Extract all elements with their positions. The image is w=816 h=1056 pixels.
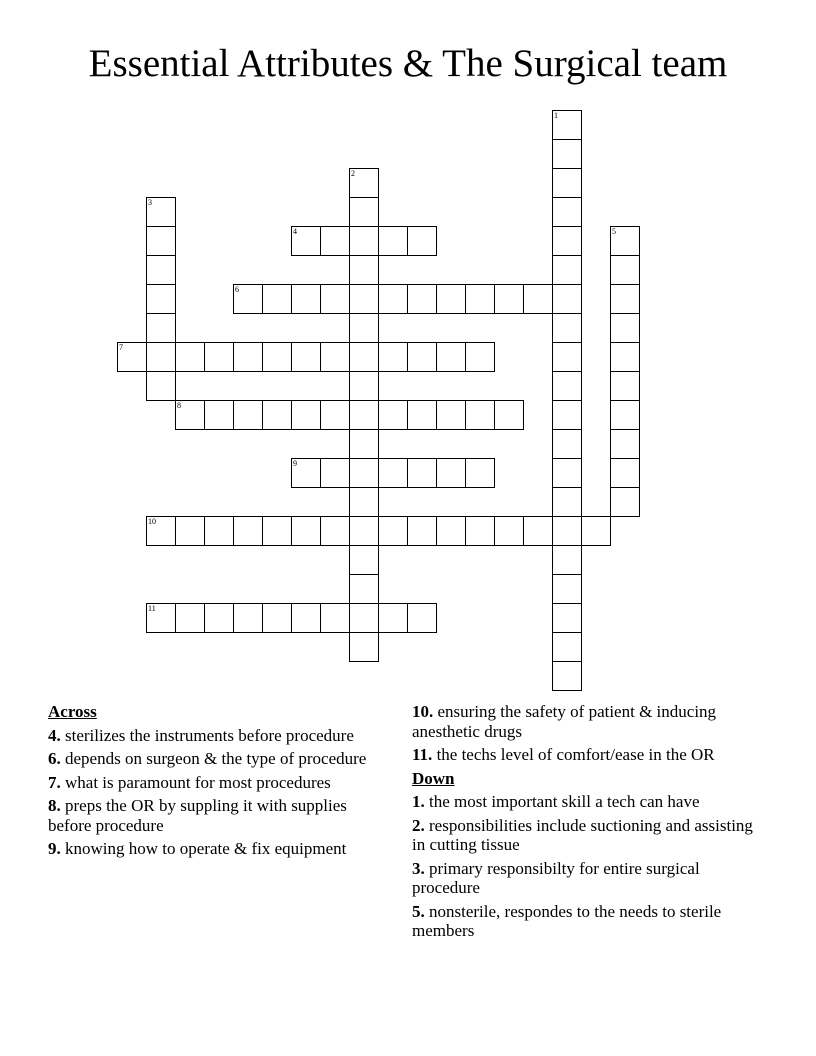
- grid-cell[interactable]: [349, 197, 379, 227]
- cell-number: 10: [148, 517, 156, 526]
- grid-cell[interactable]: [552, 458, 582, 488]
- grid-cell[interactable]: [233, 516, 263, 546]
- grid-cell[interactable]: [349, 603, 379, 633]
- grid-cell[interactable]: [349, 284, 379, 314]
- grid-cell[interactable]: [465, 284, 495, 314]
- grid-cell[interactable]: [320, 516, 350, 546]
- grid-cell[interactable]: [552, 342, 582, 372]
- clue-number: 2.: [412, 815, 425, 835]
- grid-cell[interactable]: [291, 516, 321, 546]
- grid-cell[interactable]: [146, 284, 176, 314]
- grid-cell[interactable]: [552, 487, 582, 517]
- clue-number: 1.: [412, 792, 425, 811]
- grid-cell[interactable]: [552, 110, 582, 140]
- grid-cell[interactable]: [146, 603, 176, 633]
- grid-cell[interactable]: [552, 603, 582, 633]
- clue-text: depends on surgeon & the type of procedure: [65, 749, 367, 768]
- grid-cell[interactable]: [378, 458, 408, 488]
- grid-cell[interactable]: [291, 603, 321, 633]
- grid-cell[interactable]: [610, 342, 640, 372]
- clue-number: 10.: [412, 702, 434, 721]
- grid-cell[interactable]: [233, 400, 263, 430]
- cell-number: 4: [293, 227, 297, 236]
- clues-left-column: [48, 702, 388, 863]
- clue-number: 9.: [48, 839, 61, 858]
- grid-cell[interactable]: [610, 371, 640, 401]
- grid-cell[interactable]: [407, 603, 437, 633]
- grid-cell[interactable]: [494, 400, 524, 430]
- grid-cell[interactable]: [349, 516, 379, 546]
- grid-cell[interactable]: [552, 545, 582, 575]
- grid-cell[interactable]: [262, 342, 292, 372]
- grid-cell[interactable]: [494, 516, 524, 546]
- grid-cell[interactable]: [320, 342, 350, 372]
- grid-cell[interactable]: [320, 400, 350, 430]
- clue-number: 5.: [412, 901, 425, 921]
- grid-cell[interactable]: [436, 400, 466, 430]
- grid-cell[interactable]: [436, 458, 466, 488]
- grid-cell[interactable]: [349, 487, 379, 517]
- clue-number: 3.: [412, 858, 425, 878]
- grid-cell[interactable]: [436, 516, 466, 546]
- grid-cell[interactable]: [291, 284, 321, 314]
- grid-cell[interactable]: [175, 342, 205, 372]
- grid-cell[interactable]: [175, 516, 205, 546]
- grid-cell[interactable]: [552, 400, 582, 430]
- grid-cell[interactable]: [262, 284, 292, 314]
- grid-cell[interactable]: [552, 255, 582, 285]
- grid-cell[interactable]: [552, 139, 582, 169]
- grid-cell[interactable]: [349, 342, 379, 372]
- grid-cell[interactable]: [349, 255, 379, 285]
- cell-number: 1: [554, 111, 558, 120]
- cell-number: 8: [177, 401, 181, 410]
- grid-cell[interactable]: [349, 226, 379, 256]
- clue-number: 6.: [48, 749, 61, 768]
- grid-cell[interactable]: [610, 458, 640, 488]
- grid-cell[interactable]: [407, 226, 437, 256]
- grid-cell[interactable]: [610, 400, 640, 430]
- cell-number: 3: [148, 198, 152, 207]
- clue-number: 4.: [48, 725, 61, 745]
- clue-across-11: [412, 745, 762, 765]
- cell-number: 9: [293, 459, 297, 468]
- clue-down-2: [412, 816, 762, 855]
- cell-number: 7: [119, 343, 123, 352]
- grid-cell[interactable]: [610, 255, 640, 285]
- grid-cell[interactable]: [436, 342, 466, 372]
- grid-cell[interactable]: [552, 661, 582, 691]
- grid-cell[interactable]: [204, 400, 234, 430]
- grid-cell[interactable]: [378, 284, 408, 314]
- clue-across-4: [48, 726, 388, 746]
- grid-cell[interactable]: [407, 458, 437, 488]
- grid-cell[interactable]: [291, 226, 321, 256]
- grid-cell[interactable]: [552, 516, 582, 546]
- clue-number: 11.: [412, 745, 433, 764]
- grid-cell[interactable]: [204, 342, 234, 372]
- grid-cell[interactable]: [349, 429, 379, 459]
- grid-cell[interactable]: [233, 284, 263, 314]
- grid-cell[interactable]: [204, 603, 234, 633]
- cell-number: 6: [235, 285, 239, 294]
- clue-number: 8.: [48, 796, 61, 815]
- grid-cell[interactable]: [291, 342, 321, 372]
- grid-cell[interactable]: [523, 516, 553, 546]
- grid-cell[interactable]: [320, 226, 350, 256]
- grid-cell[interactable]: [552, 632, 582, 662]
- grid-cell[interactable]: [407, 400, 437, 430]
- grid-cell[interactable]: [581, 516, 611, 546]
- grid-cell[interactable]: [291, 400, 321, 430]
- clue-down-3: [412, 859, 762, 898]
- grid-cell[interactable]: [175, 400, 205, 430]
- grid-cell[interactable]: [175, 603, 205, 633]
- clue-across-6: [48, 749, 388, 769]
- grid-cell[interactable]: [378, 516, 408, 546]
- across-heading: Across: [48, 702, 97, 721]
- grid-cell[interactable]: [349, 458, 379, 488]
- grid-cell[interactable]: [146, 313, 176, 343]
- clue-text: the techs level of comfort/ease in the OR: [436, 745, 715, 764]
- grid-cell[interactable]: [117, 342, 147, 372]
- grid-cell[interactable]: [610, 226, 640, 256]
- grid-cell[interactable]: [552, 197, 582, 227]
- grid-cell[interactable]: [552, 168, 582, 198]
- grid-cell[interactable]: [349, 545, 379, 575]
- clues-right-column: [412, 702, 762, 945]
- clue-text: sterilizes the instruments before procedure: [65, 725, 354, 745]
- grid-cell[interactable]: [349, 632, 379, 662]
- grid-cell[interactable]: [436, 284, 466, 314]
- grid-cell[interactable]: [262, 400, 292, 430]
- grid-cell[interactable]: [465, 458, 495, 488]
- grid-cell[interactable]: [610, 429, 640, 459]
- grid-cell[interactable]: [465, 342, 495, 372]
- clue-text: preps the OR by suppling it with supplies before procedure: [48, 796, 347, 835]
- grid-cell[interactable]: [378, 226, 408, 256]
- grid-cell[interactable]: [552, 371, 582, 401]
- clue-text: the most important skill a tech can have: [429, 792, 700, 811]
- grid-cell[interactable]: [349, 313, 379, 343]
- grid-cell[interactable]: [262, 603, 292, 633]
- clue-down-5: [412, 902, 762, 941]
- clue-down-1: [412, 792, 762, 812]
- grid-cell[interactable]: [146, 342, 176, 372]
- grid-cell[interactable]: [204, 516, 234, 546]
- grid-cell[interactable]: [552, 313, 582, 343]
- grid-cell[interactable]: [146, 371, 176, 401]
- grid-cell[interactable]: [146, 226, 176, 256]
- grid-cell[interactable]: [233, 603, 263, 633]
- grid-cell[interactable]: [146, 197, 176, 227]
- grid-cell[interactable]: [291, 458, 321, 488]
- grid-cell[interactable]: [610, 487, 640, 517]
- grid-cell[interactable]: [407, 342, 437, 372]
- grid-cell[interactable]: [552, 574, 582, 604]
- clue-text: nonsterile, respondes to the needs to sterile members: [412, 901, 722, 940]
- cell-number: 2: [351, 169, 355, 178]
- cell-number: 11: [148, 604, 156, 613]
- grid-cell[interactable]: [349, 574, 379, 604]
- grid-cell[interactable]: [465, 516, 495, 546]
- grid-cell[interactable]: [349, 168, 379, 198]
- grid-cell[interactable]: [523, 284, 553, 314]
- cell-number: 5: [612, 227, 616, 236]
- grid-cell[interactable]: [407, 516, 437, 546]
- clue-across-10: [412, 702, 762, 741]
- grid-cell[interactable]: [146, 516, 176, 546]
- grid-cell[interactable]: [465, 400, 495, 430]
- grid-cell[interactable]: [378, 342, 408, 372]
- grid-cell[interactable]: [233, 342, 263, 372]
- grid-cell[interactable]: [320, 458, 350, 488]
- clue-text: knowing how to operate & fix equipment: [65, 839, 347, 858]
- grid-cell[interactable]: [552, 226, 582, 256]
- grid-cell[interactable]: [610, 313, 640, 343]
- grid-cell[interactable]: [349, 371, 379, 401]
- clue-across-7: [48, 773, 388, 793]
- clue-across-8: [48, 796, 388, 835]
- grid-cell[interactable]: [262, 516, 292, 546]
- grid-cell[interactable]: [494, 284, 524, 314]
- grid-cell[interactable]: [378, 400, 408, 430]
- clue-across-9: [48, 839, 388, 859]
- grid-cell[interactable]: [146, 255, 176, 285]
- grid-cell[interactable]: [407, 284, 437, 314]
- grid-cell[interactable]: [552, 284, 582, 314]
- grid-cell[interactable]: [320, 284, 350, 314]
- grid-cell[interactable]: [378, 603, 408, 633]
- clue-text: ensuring the safety of patient & inducing anesthetic drugs: [412, 702, 717, 741]
- grid-cell[interactable]: [320, 603, 350, 633]
- clue-text: responsibilities include suctioning and assisting in cutting tissue: [412, 815, 753, 854]
- puzzle-title: Essential Attributes & The Surgical team: [88, 42, 728, 85]
- clue-number: 7.: [48, 772, 61, 792]
- clue-text: what is paramount for most procedures: [65, 772, 331, 792]
- down-heading: Down: [412, 768, 455, 788]
- clue-text: primary responsibilty for entire surgical procedure: [412, 858, 700, 897]
- grid-cell[interactable]: [610, 284, 640, 314]
- grid-cell[interactable]: [552, 429, 582, 459]
- grid-cell[interactable]: [349, 400, 379, 430]
